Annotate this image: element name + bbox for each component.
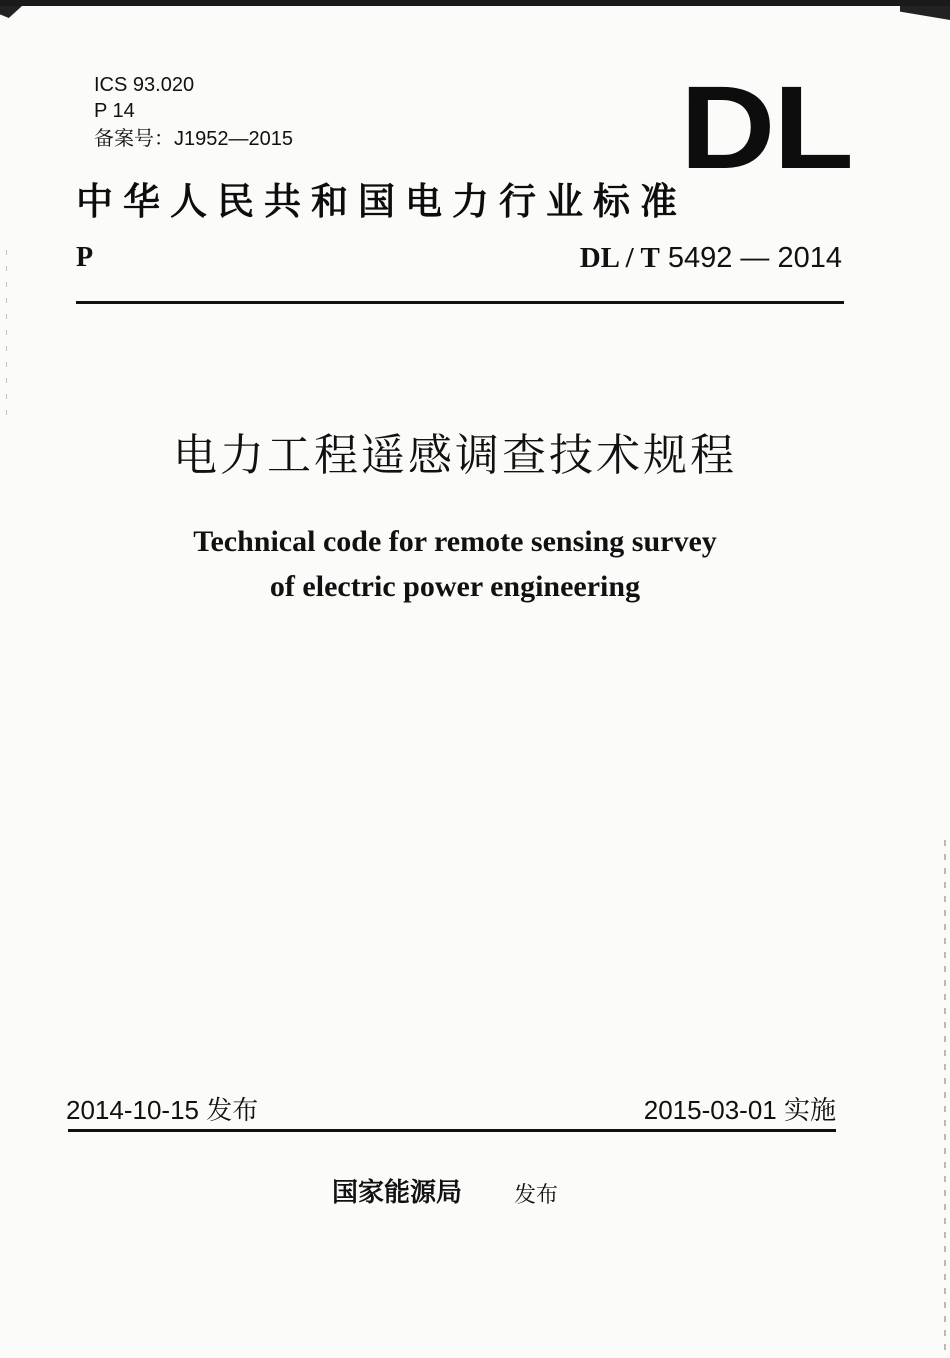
english-title-line-1: Technical code for remote sensing survey [193,525,717,558]
publisher-name: 国家能源局 [332,1178,463,1208]
chinese-title: 电力工程遥感调查技术规程 [173,430,737,481]
category-code: P 14 [94,100,135,122]
organization-title: 中华人民共和国电力行业标准 [76,179,687,223]
scan-edge-right [944,840,946,1358]
standard-number-prefix: DL / T [579,242,660,274]
standard-number-value: 5492 — 2014 [659,242,842,274]
standard-number [580,240,842,276]
scan-corner-left [0,6,22,18]
issue-date: 2014-10-15 发布 [66,1095,259,1125]
footer-divider [68,1129,836,1132]
english-title-line-2: of electric power engineering [269,570,641,603]
dl-logo: DL [680,62,852,194]
scan-corner-right [900,6,950,20]
record-number: 备案号：J1952—2015 [94,128,293,150]
publisher-action: 发布 [514,1183,559,1208]
classification-letter: P [76,242,94,273]
implement-date: 2015-03-01 实施 [643,1095,836,1125]
scan-edge-left [6,250,7,420]
scan-edge-top [0,0,950,6]
header-divider [76,301,844,304]
ics-code: ICS 93.020 [94,74,195,96]
